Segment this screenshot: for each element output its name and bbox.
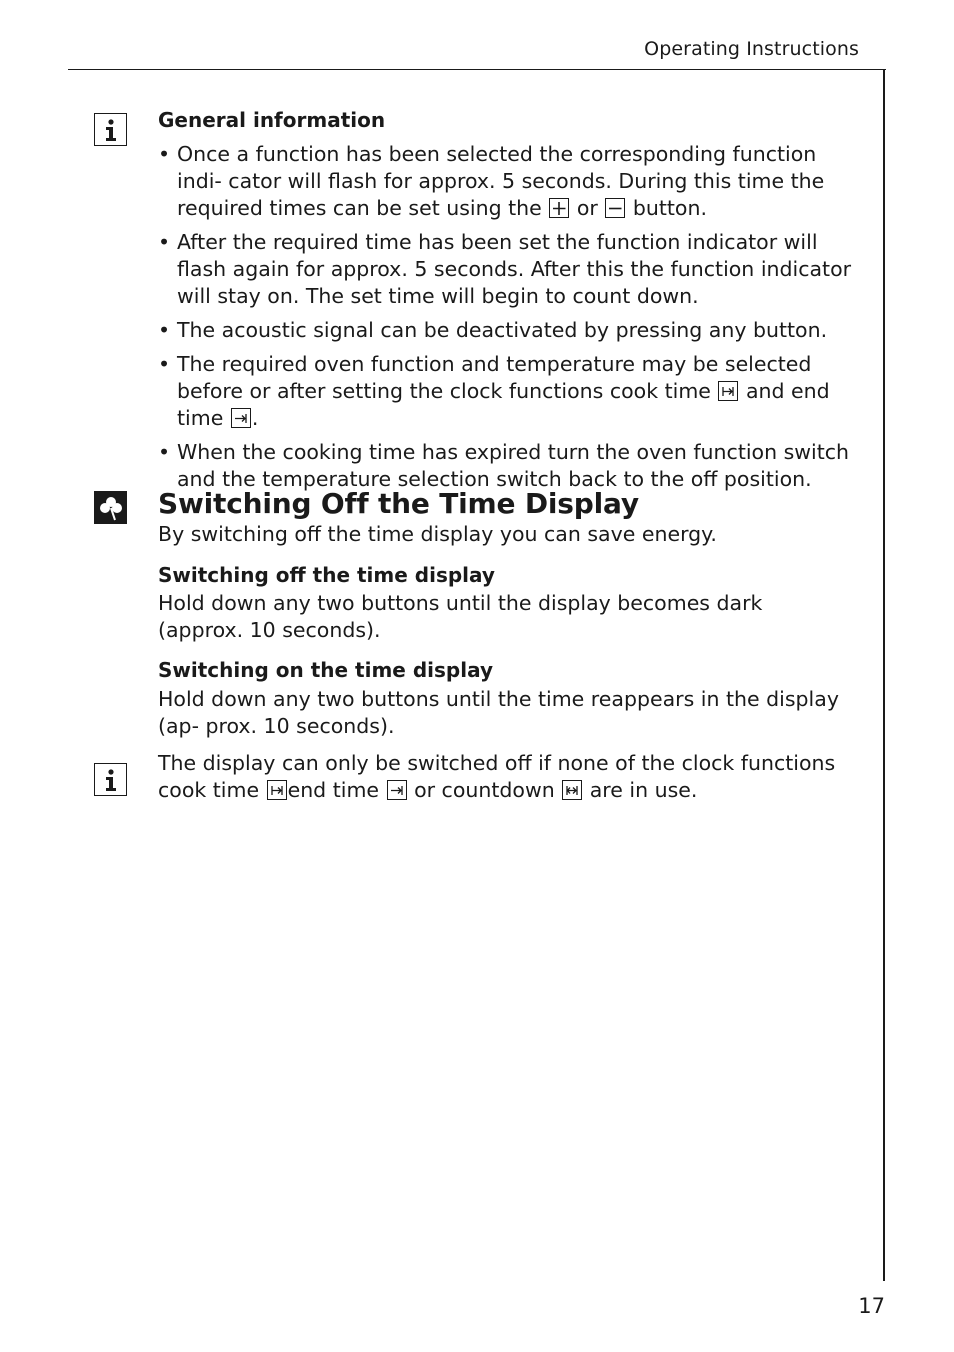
general-info-section xyxy=(158,107,858,493)
switch-on-text: Hold down any two buttons until the time reappears in the display (ap- prox. 10 seconds). xyxy=(158,687,839,738)
switch-on-heading: Switching on the time display xyxy=(158,658,493,682)
plus-button-icon xyxy=(549,198,569,218)
end-time-icon xyxy=(387,780,407,800)
switch-off-text-line2: (approx. 10 seconds). xyxy=(158,618,381,642)
switch-off-text-line1: Hold down any two buttons until the display becomes dark xyxy=(158,591,763,615)
end-time-icon xyxy=(231,408,251,428)
general-info-list xyxy=(158,141,858,493)
list-item: • When the cooking time has expired turn the oven function switch and the temperature selection switch back to the off position. xyxy=(158,439,858,493)
switch-off-heading: Switching off the time display xyxy=(158,563,495,587)
cook-time-icon xyxy=(718,381,738,401)
info-icon xyxy=(94,763,127,796)
cook-time-icon xyxy=(267,780,287,800)
page-edge-rule xyxy=(883,69,885,1281)
list-item: • The acoustic signal can be deactivated by pressing any button. xyxy=(158,317,858,344)
display-note: The display can only be switched off if none of the clock functions cook time end time or countdown are in use. xyxy=(158,751,836,802)
time-display-section xyxy=(158,487,858,804)
countdown-icon xyxy=(562,780,582,800)
list-item: • After the required time has been set the function indicator will flash again for approx. 5 seconds. After this the function indicator will stay on. The set time will begin to count down. xyxy=(158,229,858,310)
page-number: 17 xyxy=(858,1294,885,1318)
general-info-heading: General information xyxy=(158,108,386,132)
list-item: • Once a function has been selected the corresponding function indi- cator will flash for approx. 5 seconds. During this time the required times can be set using the or button. xyxy=(158,141,858,222)
running-header: Operating Instructions xyxy=(644,38,859,60)
section-title: Switching Off the Time Display xyxy=(158,487,639,520)
info-icon xyxy=(94,113,127,146)
list-item: • The required oven function and temperature may be selected before or after setting the clock functions cook time and end time . xyxy=(158,351,858,432)
section-intro: By switching off the time display you can save energy. xyxy=(158,522,717,546)
minus-button-icon xyxy=(605,198,625,218)
header-rule xyxy=(68,69,886,70)
clover-icon xyxy=(94,491,127,524)
